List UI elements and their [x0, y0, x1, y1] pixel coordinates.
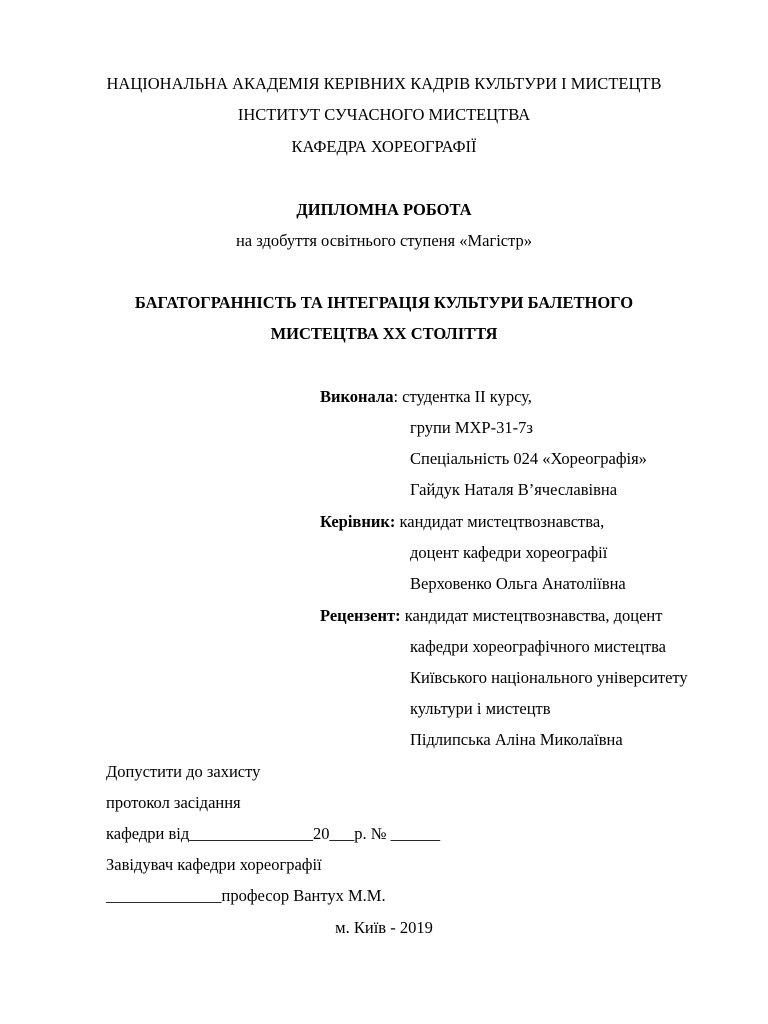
city-year: м. Київ - 2019 — [335, 918, 433, 937]
supervisor-line1 — [320, 512, 604, 532]
supervisor-label: Керівник: — [320, 512, 396, 531]
supervisor-text1: кандидат мистецтвознавства, — [395, 512, 605, 531]
author-specialty: Спеціальність 024 «Хореографія» — [410, 449, 647, 468]
author-line1 — [320, 387, 532, 407]
reviewer-line1 — [320, 606, 662, 626]
reviewer-name: Підлипська Аліна Миколаївна — [410, 730, 623, 749]
reviewer-line2: кафедри хореографічного мистецтва — [410, 637, 666, 656]
thesis-title-line1: БАГАТОГРАННІСТЬ ТА ІНТЕГРАЦІЯ КУЛЬТУРИ БАЛЕТНОГО — [134, 293, 634, 312]
author-label: Виконала — [320, 387, 394, 406]
institute-name: ІНСТИТУТ СУЧАСНОГО МИСТЕЦТВА — [237, 105, 531, 124]
work-type: ДИПЛОМНА РОБОТА — [296, 200, 472, 219]
reviewer-line3: Київського національного університету — [410, 668, 688, 687]
supervisor-name: Верховенко Ольга Анатоліївна — [410, 574, 626, 593]
admission-date-line: кафедри від_______________20___р. № ______ — [106, 824, 441, 843]
admission-line1: Допустити до захисту — [106, 762, 261, 781]
author-group: групи МХР-31-7з — [410, 418, 533, 437]
signature-line: ______________професор Вантух М.М. — [106, 886, 386, 905]
reviewer-line4: культури і мистецтв — [410, 699, 551, 718]
thesis-title-line2: МИСТЕЦТВА ХХ СТОЛІТТЯ — [270, 324, 498, 343]
department-name: КАФЕДРА ХОРЕОГРАФІЇ — [291, 137, 477, 156]
supervisor-position: доцент кафедри хореографії — [410, 543, 608, 562]
author-text1: : студентка ІІ курсу, — [393, 387, 532, 406]
head-of-department-line: Завідувач кафедри хореографії — [106, 855, 322, 874]
admission-line2: протокол засідання — [106, 793, 241, 812]
author-name: Гайдук Наталя В’ячеславівна — [410, 480, 618, 499]
reviewer-label: Рецензент: — [320, 606, 401, 625]
degree-line: на здобуття освітнього ступеня «Магістр» — [235, 231, 533, 250]
academy-name: НАЦІОНАЛЬНА АКАДЕМІЯ КЕРІВНИХ КАДРІВ КУЛЬТУРИ І МИСТЕЦТВ — [106, 74, 662, 93]
reviewer-text1: кандидат мистецтвознавства, доцент — [400, 606, 663, 625]
